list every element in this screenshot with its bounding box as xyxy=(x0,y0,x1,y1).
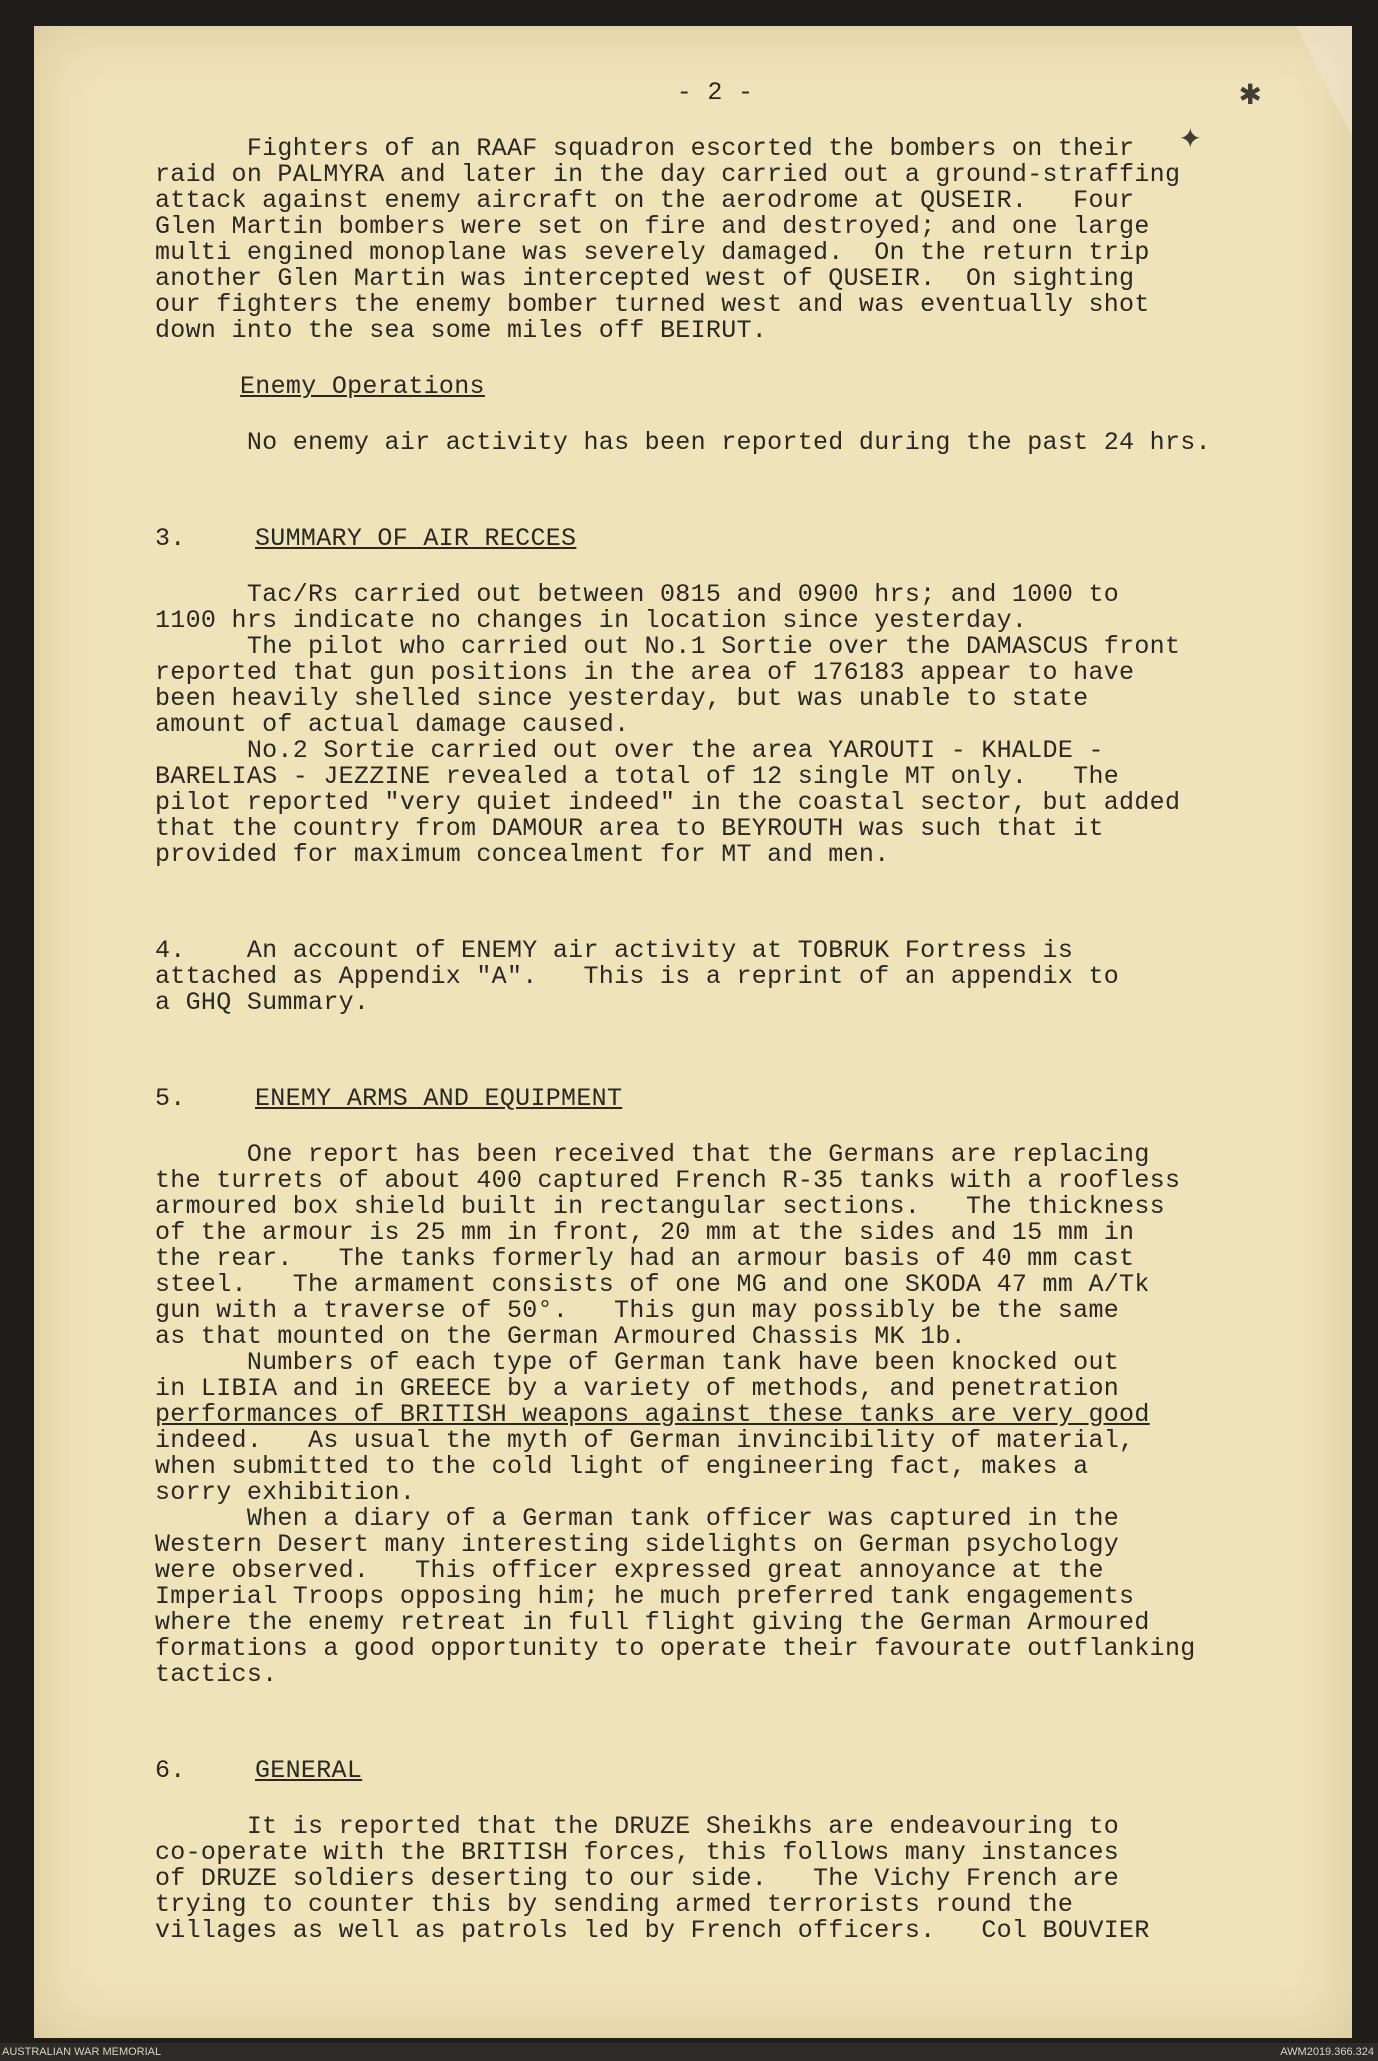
text-line-underlined: performances of BRITISH weapons against these tanks are very good xyxy=(155,1400,1150,1429)
section-5-heading xyxy=(155,1086,1275,1112)
ink-mark-icon: ✱ xyxy=(1238,78,1262,111)
text-line: indeed. As usual the myth of German invincibility of material, xyxy=(155,1426,1135,1455)
text-line: our fighters the enemy bomber turned west and was eventually shot xyxy=(155,290,1150,319)
section-5-text xyxy=(155,1142,1275,1688)
section-title: SUMMARY OF AIR RECCES xyxy=(255,524,577,553)
section-number: 6. xyxy=(155,1756,186,1785)
section-6-text xyxy=(155,1814,1275,1944)
text-line: raid on PALMYRA and later in the day carried out a ground-straffing xyxy=(155,160,1181,189)
text-line: 1100 hrs indicate no changes in location since yesterday. xyxy=(155,606,1028,635)
text-line: attached as Appendix "A". This is a reprint of an appendix to xyxy=(155,962,1120,991)
text-line: co-operate with the BRITISH forces, this follows many instances xyxy=(155,1838,1120,1867)
text-line: 4. An account of ENEMY air activity at TOBRUK Fortress is xyxy=(155,936,1074,965)
paper-fold xyxy=(1272,26,1352,136)
text-line: tactics. xyxy=(155,1660,278,1689)
footer-institution: AUSTRALIAN WAR MEMORIAL xyxy=(2,2046,162,2058)
text-line: attack against enemy aircraft on the aerodrome at QUSEIR. Four xyxy=(155,186,1135,215)
text-line: It is reported that the DRUZE Sheikhs are endeavouring to xyxy=(155,1812,1120,1841)
section-title: ENEMY ARMS AND EQUIPMENT xyxy=(255,1084,623,1113)
section-title: GENERAL xyxy=(255,1756,363,1785)
text-line: The pilot who carried out No.1 Sortie over the DAMASCUS front xyxy=(155,632,1181,661)
text-line: provided for maximum concealment for MT and men. xyxy=(155,840,890,869)
section-3-text xyxy=(155,582,1275,868)
text-line: that the country from DAMOUR area to BEYROUTH was such that it xyxy=(155,814,1104,843)
text-line: reported that gun positions in the area of 176183 appear to have xyxy=(155,658,1135,687)
text-line: gun with a traverse of 50°. This gun may possibly be the same xyxy=(155,1296,1120,1325)
section-number: 5. xyxy=(155,1084,186,1113)
text-line: villages as well as patrols led by French officers. Col BOUVIER xyxy=(155,1916,1150,1945)
text-line: as that mounted on the German Armoured Chassis MK 1b. xyxy=(155,1322,967,1351)
text-line: BARELIAS - JEZZINE revealed a total of 12 single MT only. The xyxy=(155,762,1120,791)
archive-footer xyxy=(0,2043,1378,2061)
text-line: where the enemy retreat in full flight giving the German Armoured xyxy=(155,1608,1150,1637)
text-line: pilot reported "very quiet indeed" in the coastal sector, but added xyxy=(155,788,1181,817)
text-line: No.2 Sortie carried out over the area YAROUTI - KHALDE - xyxy=(155,736,1104,765)
text-line: Tac/Rs carried out between 0815 and 0900 hrs; and 1000 to xyxy=(155,580,1120,609)
section-number: 3. xyxy=(155,524,186,553)
text-line: down into the sea some miles off BEIRUT. xyxy=(155,316,768,345)
text-line: One report has been received that the Germans are replacing xyxy=(155,1140,1150,1169)
text-line: amount of actual damage caused. xyxy=(155,710,630,739)
text-line: Imperial Troops opposing him; he much preferred tank engagements xyxy=(155,1582,1135,1611)
text-line: a GHQ Summary. xyxy=(155,988,370,1017)
footer-reference: AWM2019.366.324 xyxy=(1280,2046,1374,2058)
text-line: of DRUZE soldiers deserting to our side. The Vichy French are xyxy=(155,1864,1120,1893)
text-line: armoured box shield built in rectangular sections. The thickness xyxy=(155,1192,1165,1221)
section-6-heading xyxy=(155,1758,1275,1784)
text-line: multi engined monoplane was severely damaged. On the return trip xyxy=(155,238,1150,267)
section-4-text xyxy=(155,938,1275,1016)
text-line: When a diary of a German tank officer was captured in the xyxy=(155,1504,1120,1533)
text-line: Western Desert many interesting sidelights on German psychology xyxy=(155,1530,1120,1559)
text-line: another Glen Martin was intercepted west of QUSEIR. On sighting xyxy=(155,264,1135,293)
enemy-operations-text xyxy=(155,430,1275,456)
page-number: - 2 - xyxy=(676,78,754,107)
text-line: trying to counter this by sending armed terrorists round the xyxy=(155,1890,1074,1919)
text-line: Glen Martin bombers were set on fire and destroyed; and one large xyxy=(155,212,1150,241)
text-line: the rear. The tanks formerly had an armour basis of 40 mm cast xyxy=(155,1244,1135,1273)
raaf-paragraph xyxy=(155,136,1275,344)
ink-mark-icon: ✦ xyxy=(1178,122,1202,155)
document-content xyxy=(155,80,1275,1974)
text-line: steel. The armament consists of one MG and one SKODA 47 mm A/Tk xyxy=(155,1270,1150,1299)
text-line: formations a good opportunity to operate their favourate outflanking xyxy=(155,1634,1196,1663)
text-line: Fighters of an RAAF squadron escorted the bombers on their xyxy=(155,134,1135,163)
text-line: the turrets of about 400 captured French R-35 tanks with a roofless xyxy=(155,1166,1181,1195)
text-line: when submitted to the cold light of engineering fact, makes a xyxy=(155,1452,1089,1481)
text-line: of the armour is 25 mm in front, 20 mm at the sides and 15 mm in xyxy=(155,1218,1135,1247)
section-3-heading xyxy=(155,526,1275,552)
text-line: No enemy air activity has been reported during the past 24 hrs. xyxy=(155,428,1211,457)
text-line: Numbers of each type of German tank have been knocked out xyxy=(155,1348,1120,1377)
enemy-operations-heading: Enemy Operations xyxy=(240,372,485,401)
text-line: were observed. This officer expressed great annoyance at the xyxy=(155,1556,1104,1585)
text-line: sorry exhibition. xyxy=(155,1478,416,1507)
text-line: in LIBIA and in GREECE by a variety of methods, and penetration xyxy=(155,1374,1120,1403)
text-line: been heavily shelled since yesterday, but was unable to state xyxy=(155,684,1089,713)
